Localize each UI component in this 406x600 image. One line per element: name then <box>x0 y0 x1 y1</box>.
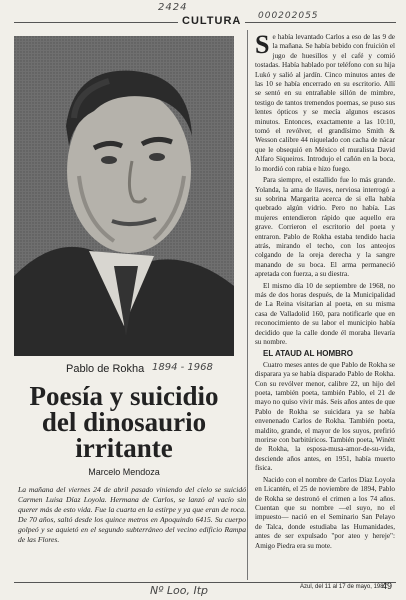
footer-rule <box>14 582 396 583</box>
headline-line: del dinosaurio <box>41 407 207 437</box>
handwritten-archive-code: 000202055 <box>258 11 319 21</box>
headline-line: irritante <box>75 433 173 463</box>
headline <box>14 383 234 461</box>
page-number: 49 <box>382 581 393 591</box>
section-label: CULTURA <box>178 15 245 27</box>
article-body <box>255 30 396 553</box>
body-paragraph: Se había levantado Carlos a eso de las 9 de la mañana. Se había bebido con fruición el jugo de huesillos y el café y comió tostadas. Había hablado por teléfono con su hija Lukó y salió al jardín. Cinco minutos antes de las 10 se había encerrado en su escritorio. Allí se sentó en su entrañable sillón de mimbre, testigo de tantos tremendos poemas, se puso sus lentes ópticos y se mecía algunos escasos minutos. Entonces, exactamente a las 10:10, tomó el revólver, el grandísimo Smith & Wesson calibre 44 niquelado con cacha de nácar que le obsequió en México el muralista David Alfaro Siqueiros. Introdujo el cañón en la boca, lo mordió con rabia e hizo fuego. <box>255 30 396 173</box>
lede-paragraph: La mañana del viernes 24 de abril pasado viniendo del cielo se suicidó Carmen Luisa Díaz Loyola. Hermana de Carlos, se lanzó al vacío sin querer más de esto vida. Fue la cuarta en la estirpe y ya que eran de roca. De 70 años, saltó desde los quince metros en Apoquindo 6415. Su cuerpo golpeó y se aquietó en el segundo subterráneo del vecino edificio Rampa de las Flores. <box>18 485 246 544</box>
footer-date: Azul, del 11 al 17 de mayo, 1987 <box>300 584 387 590</box>
body-paragraph: El mismo día 10 de septiembre de 1968, no más de dos horas después, de la Municipalidad de La Reina visitarían al poeta, en su misma casa de Valladolid 160, para notificarle que en reconocimiento de su labor el municipio había decidido que la calle donde él moraba llevaría su nombre. <box>255 281 395 346</box>
subheading: EL ATAUD AL HOMBRO <box>263 349 353 359</box>
body-paragraph: Para siempre, el estallido fue lo más grande. Yolanda, la ama de llaves, nerviosa interrogó a su sobrina Margarita acerca de si ella había quebrado algún vidrio. Pero no había. Las mujeres entendieron rápido que aquello era grave. Corrieron el escritorio del poeta y entraron. Pablo de Rokha estaba tendido hacia atrás, mirando el techo, con los anteojos colgando de la oreja derecha y la sangre manando de su boca. El arma permaneció apretada con fuerza, a su diestra. <box>255 176 395 279</box>
handwritten-source-note: Nº Loo, Itp <box>150 584 209 597</box>
byline: Marcelo Mendoza <box>88 467 160 477</box>
photo-caption: Pablo de Rokha <box>66 363 145 375</box>
headline-line: Poesía y suicidio <box>29 381 219 411</box>
portrait-photo <box>14 36 234 356</box>
handwritten-dates: 1894 - 1968 <box>152 362 213 373</box>
body-paragraph: Cuatro meses antes de que Pablo de Rokha se disparara ya se había disparado Pablo de Rokha. Con su revólver menor, calibre 22, un hijo del poeta, también poeta, también Pablo, el 21 de mayo no quiso vivir más. Seis años antes de que Pablo de Rokha se suicidara ya se había envenenado Carlos de Rokha. También poeta, maldito, grande, el mayor de los suyos, prefirió morirse con barbitúricos. También poeta, Winétt de Rokha, la esposa-musa-amor-de-su-vida, desciende años antes, en 1951, había muerto física. <box>255 360 395 473</box>
drop-cap: S <box>255 30 270 59</box>
handwritten-archive-number: 2424 <box>158 2 188 13</box>
column-divider <box>247 30 248 580</box>
body-paragraph: Nacido con el nombre de Carlos Díaz Loyola en Licantén, el 25 de noviembre de 1894, Pablo de Rokha se destronó el crimen a los 74 años. Cuentan que su nombre —el suyo, no el impuesto— nació en el Seminario San Pelayo de Talca, donde estudiaba las Humanidades, antes de ser expulsado "por ateo y hereje": Amigo Piedra era su mote. <box>255 475 395 550</box>
